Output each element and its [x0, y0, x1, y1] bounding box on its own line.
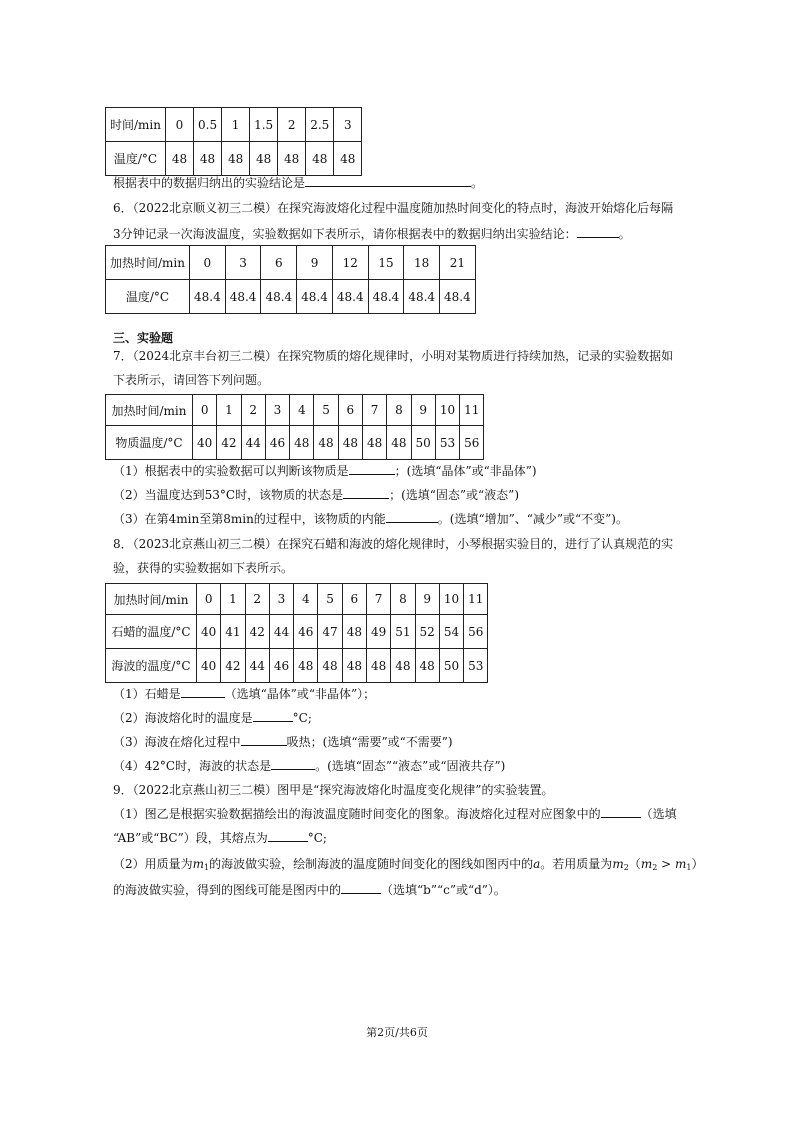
table-cell: 0 [197, 584, 221, 615]
table-cell: 7 [362, 395, 386, 426]
q8-sub1-text: （1）石蜡是 [113, 687, 181, 701]
table-row [106, 584, 488, 615]
table-cell: 44 [269, 615, 293, 649]
table-cell: 48 [387, 426, 411, 460]
table-cell: 48 [391, 649, 415, 683]
table-cell: 48 [334, 142, 362, 176]
q6-end: 。 [618, 227, 631, 241]
condition-gt: > [657, 857, 675, 871]
table-cell: 48 [342, 615, 366, 649]
table-cell: 48 [294, 649, 318, 683]
table-cell: 46 [294, 615, 318, 649]
table-cell: 42 [245, 615, 269, 649]
table-heating-temperature [105, 245, 476, 314]
q6-line2-text: 3分钟记录一次海波温度，实验数据如下表所示，请你根据表中的数据归纳出实验结论： [113, 227, 577, 241]
table-cell: 6 [342, 584, 366, 615]
table-cell: 48.4 [297, 280, 333, 314]
table-cell: 15 [368, 246, 404, 280]
q9-sub2 [113, 855, 703, 877]
q8-sub4-text: （4）42°C时，海波的状态是 [113, 759, 272, 773]
table-cell: 10 [435, 395, 459, 426]
table-cell: 3 [225, 246, 261, 280]
table-row [106, 649, 488, 683]
answer-blank[interactable] [349, 462, 395, 475]
table-wax-hypo-temperature [105, 583, 488, 683]
table-cell: 48 [362, 426, 386, 460]
table-cell: 5 [314, 395, 338, 426]
table-cell: 47 [318, 615, 342, 649]
table-cell-header: 加热时间/min [106, 584, 197, 615]
table-cell: 42 [217, 426, 241, 460]
q7-sub3-text: （3）在第4min至第8min的过程中，该物质的内能 [113, 512, 386, 526]
q7-sub2-text: （2）当温度达到53°C时，该物质的状态是 [113, 488, 344, 502]
q7-sub1 [113, 462, 537, 480]
table-cell: 48 [278, 142, 306, 176]
table-cell: 4 [290, 395, 314, 426]
table-cell-header: 时间/min [106, 108, 166, 142]
q6-line2 [113, 225, 631, 243]
table-cell: 40 [193, 426, 217, 460]
q8-sub4-hint: 。(选填“固态”“液态”或“固液共存”) [315, 759, 506, 773]
table-cell: 48 [194, 142, 222, 176]
q8-sub1 [113, 685, 375, 703]
table-cell: 40 [197, 615, 221, 649]
table-cell: 48 [366, 649, 390, 683]
table-cell: 52 [415, 615, 439, 649]
q7-sub2 [113, 486, 519, 504]
table-cell: 6 [261, 246, 297, 280]
q8-line2: 验，获得的实验数据如下表所示。 [113, 561, 294, 575]
table-time-temperature [105, 107, 362, 176]
mass-symbol: m [640, 857, 653, 871]
table-cell: 18 [404, 246, 440, 280]
table-cell: 48.4 [332, 280, 368, 314]
conclusion-line [113, 174, 483, 192]
table-cell: 46 [269, 649, 293, 683]
table-cell: 48.4 [190, 280, 226, 314]
table-row [106, 395, 484, 426]
answer-blank[interactable] [386, 510, 438, 523]
table-cell: 40 [197, 649, 221, 683]
table-cell: 2 [245, 584, 269, 615]
q8-sub2 [113, 709, 312, 727]
q9-sub1-hint: （选填 [640, 807, 677, 821]
table-cell-header: 温度/°C [106, 280, 190, 314]
table-cell: 46 [265, 426, 289, 460]
q9-sub1-unit: °C; [307, 831, 327, 845]
curve-label: a [533, 857, 541, 871]
table-cell-header: 加热时间/min [106, 395, 193, 426]
table-cell: 48 [290, 426, 314, 460]
table-cell: 44 [241, 426, 265, 460]
table-cell: 44 [245, 649, 269, 683]
table-cell-header: 温度/°C [106, 142, 166, 176]
answer-blank[interactable] [343, 486, 389, 499]
q9-sub2-hint: （选填“b”“c”或“d”）。 [381, 883, 506, 897]
table-row [106, 142, 362, 176]
table-cell: 48 [415, 649, 439, 683]
table-cell: 3 [265, 395, 289, 426]
q9-sub2-mid2: 。若用质量为 [540, 857, 613, 871]
table-cell: 7 [366, 584, 390, 615]
answer-blank[interactable] [181, 685, 225, 698]
q9-sub1-cont-text: “AB”或“BC”）段，其熔点为 [113, 831, 268, 845]
section-heading: 三、实验题 [113, 331, 174, 345]
answer-blank[interactable] [241, 733, 287, 746]
table-cell: 0.5 [194, 108, 222, 142]
table-cell: 48 [250, 142, 278, 176]
table-cell: 48.4 [368, 280, 404, 314]
table-cell: 48 [338, 426, 362, 460]
table-cell-header: 加热时间/min [106, 246, 190, 280]
table-cell: 5 [318, 584, 342, 615]
q8-sub2-text: （2）海波熔化时的温度是 [113, 711, 253, 725]
table-cell: 3 [334, 108, 362, 142]
q8-sub1-hint: （选填“晶体”或“非晶体”）； [224, 687, 376, 701]
q9-sub2-cont-text: 的海波做实验，得到的图线可能是图丙中的 [113, 883, 342, 897]
table-cell: 6 [338, 395, 362, 426]
table-cell: 1 [217, 395, 241, 426]
q7-sub3 [113, 510, 628, 528]
table-cell-header: 海波的温度/°C [106, 649, 197, 683]
answer-blank[interactable] [601, 805, 641, 818]
table-cell: 48 [222, 142, 250, 176]
page-number: 第2页/共6页 [366, 1026, 428, 1039]
table-cell: 1 [222, 108, 250, 142]
table-cell: 56 [464, 615, 488, 649]
table-cell: 8 [391, 584, 415, 615]
q9-line1: 9．（2022北京燕山初三二模）图甲是“探究海波熔化时温度变化规律”的实验装置。 [113, 783, 554, 797]
q8-sub3 [113, 733, 453, 751]
mass-subscript: 2 [652, 863, 658, 872]
table-cell: 0 [190, 246, 226, 280]
table-cell: 0 [193, 395, 217, 426]
table-cell: 12 [332, 246, 368, 280]
table-cell: 48.4 [225, 280, 261, 314]
table-cell: 1 [221, 584, 245, 615]
table-cell: 11 [464, 584, 488, 615]
table-cell: 9 [297, 246, 333, 280]
mass-symbol: m [612, 857, 624, 871]
table-cell: 54 [439, 615, 463, 649]
table-row [106, 426, 484, 460]
q9-sub1 [113, 805, 677, 823]
q7-sub1-hint: ；(选填“晶体”或“非晶体”) [394, 464, 537, 478]
table-cell: 48.4 [261, 280, 297, 314]
table-cell: 48 [314, 426, 338, 460]
answer-blank[interactable] [268, 829, 308, 842]
q6-line1: 6．（2022北京顺义初三二模）在探究海波熔化过程中温度随加热时间变化的特点时，海波开始熔化后每隔 [113, 201, 674, 215]
conclusion-end: 。 [471, 176, 484, 190]
q9-sub2-cont [113, 881, 506, 899]
table-cell: 49 [366, 615, 390, 649]
table-cell: 1.5 [250, 108, 278, 142]
answer-blank[interactable] [271, 757, 315, 770]
table-cell: 50 [411, 426, 435, 460]
table-cell-header: 石蜡的温度/°C [106, 615, 197, 649]
q9-sub1-cont [113, 829, 327, 847]
table-cell: 4 [294, 584, 318, 615]
table-cell: 2.5 [306, 108, 334, 142]
table-cell: 53 [464, 649, 488, 683]
q8-line1: 8．（2023北京燕山初三二模）在探究石蜡和海波的熔化规律时，小琴根据实验目的，进行了认真规范的实 [113, 537, 674, 551]
table-cell: 21 [440, 246, 476, 280]
table-cell: 9 [411, 395, 435, 426]
table-cell: 48 [306, 142, 334, 176]
q7-sub1-text: （1）根据表中的实验数据可以判断该物质是 [113, 464, 349, 478]
condition-open: （ [628, 857, 641, 871]
mass-symbol: m [192, 857, 205, 871]
q8-sub3-text: （3）海波在熔化过程中 [113, 735, 241, 749]
table-cell: 48 [318, 649, 342, 683]
q9-sub1-text: （1）图乙是根据实验数据描绘出的海波温度随时间变化的图象。海波熔化过程对应图象中的 [113, 807, 601, 821]
table-cell: 56 [460, 426, 484, 460]
q9-sub2-mid: 的海波做实验，绘制海波的温度随时间变化的图线如图丙中的 [209, 857, 534, 871]
q9-sub2-text: （2）用质量为 [113, 857, 193, 871]
table-cell: 48 [342, 649, 366, 683]
conclusion-text: 根据表中的数据归纳出的实验结论是 [113, 176, 306, 190]
table-cell: 41 [221, 615, 245, 649]
table-cell: 11 [460, 395, 484, 426]
mass-subscript: 2 [623, 863, 629, 872]
q7-line1: 7．（2024北京丰台初三二模）在探究物质的熔化规律时，小明对某物质进行持续加热，记录的实验数据如 [113, 349, 674, 363]
table-row [106, 280, 476, 314]
table-cell-header: 物质温度/°C [106, 426, 193, 460]
table-cell: 51 [391, 615, 415, 649]
table-cell: 2 [278, 108, 306, 142]
table-row [106, 615, 488, 649]
q8-sub3-hint: 吸热；(选填“需要”或“不需要”) [286, 735, 453, 749]
q7-line2: 下表所示，请回答下列问题。 [113, 373, 270, 387]
answer-blank[interactable] [341, 881, 381, 894]
table-cell: 42 [221, 649, 245, 683]
q8-sub2-unit: °C; [292, 711, 312, 725]
table-cell: 53 [435, 426, 459, 460]
table-row [106, 108, 362, 142]
q8-sub4 [113, 757, 505, 775]
table-cell: 10 [439, 584, 463, 615]
mass-symbol: m [674, 857, 687, 871]
q7-sub2-hint: ；(选填“固态”或“液态”) [389, 488, 519, 502]
table-substance-temperature [105, 394, 484, 460]
table-cell: 3 [269, 584, 293, 615]
q7-sub3-hint: 。(选填“增加”、“减少”或“不变”)。 [437, 512, 628, 526]
table-cell: 48.4 [440, 280, 476, 314]
table-cell: 8 [387, 395, 411, 426]
table-cell: 2 [241, 395, 265, 426]
answer-blank[interactable] [253, 709, 293, 722]
table-cell: 0 [166, 108, 194, 142]
table-cell: 9 [415, 584, 439, 615]
table-cell: 50 [439, 649, 463, 683]
table-cell: 48 [166, 142, 194, 176]
mass-subscript: 1 [204, 863, 210, 872]
table-cell: 48.4 [404, 280, 440, 314]
answer-blank[interactable] [577, 225, 619, 238]
answer-blank[interactable] [305, 174, 471, 187]
mass-subscript: 1 [686, 863, 692, 872]
condition-close: ） [691, 857, 704, 871]
table-row [106, 246, 476, 280]
